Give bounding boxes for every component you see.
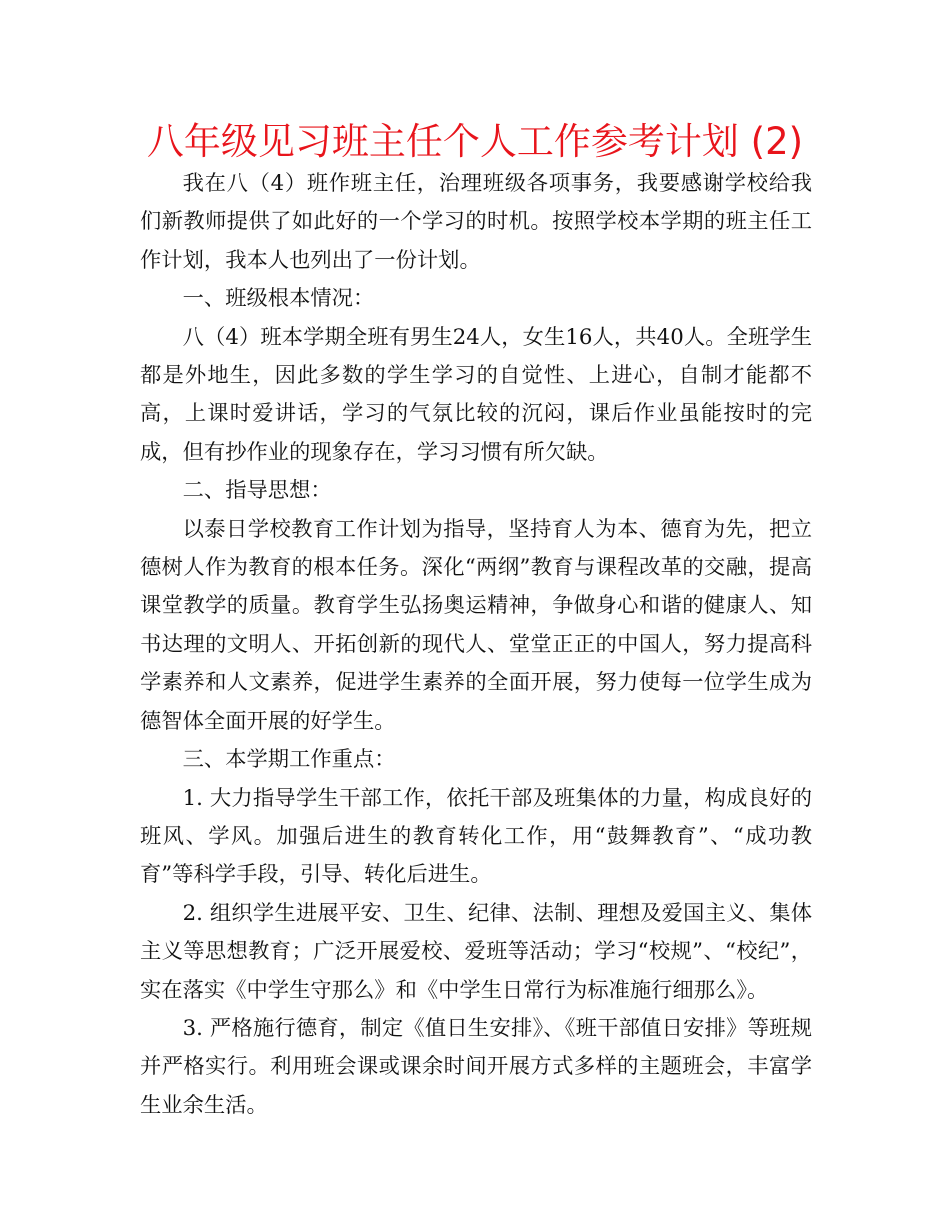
paragraph-intro: 我在八（4）班作班主任，治理班级各项事务，我要感谢学校给我们新教师提供了如此好的一个学习的时机。按照学校本学期的班主任工作计划，我本人也列出了一份计划。	[140, 171, 812, 273]
section-heading-class-situation: 一、班级根本情况：	[182, 286, 375, 312]
paragraph-focus-item-2: 2. 组织学生进展平安、卫生、纪律、法制、理想及爱国主义、集体主义等思想教育；广泛开展爱校、爱班等活动；学习“校规”、“校纪”，实在落实《中学生守那么》和《中学生日常行为标准施行细那么》。	[140, 900, 812, 1003]
document-body	[140, 165, 812, 1125]
paragraph-class-situation: 八（4）班本学期全班有男生24人，女生16人，共40人。全班学生都是外地生，因此多数的学生学习的自觉性、上进心，自制才能都不高，上课时爱讲话，学习的气氛比较的沉闷，课后作业虽能按时的完成，但有抄作业的现象存在，学习习惯有所欠缺。	[140, 324, 812, 465]
paragraph-guiding-thought: 以泰日学校教育工作计划为指导，坚持育人为本、德育为先，把立德树人作为教育的根本任务。深化“两纲”教育与课程改革的交融，提高课堂教学的质量。教育学生弘扬奥运精神，争做身心和谐的健康人、知书达理的文明人、开拓创新的现代人、堂堂正正的中国人，努力提高科学素养和人文素养，促进学生素养的全面开展，努力使每一位学生成为德智体全面开展的好学生。	[140, 516, 812, 734]
section-heading-guiding-thought: 二、指导思想：	[182, 478, 332, 504]
paragraph-focus-item-3: 3. 严格施行德育，制定《值日生安排》、《班干部值日安排》等班规并严格实行。利用班会课或课余时间开展方式多样的主题班会，丰富学生业余生活。	[140, 1015, 812, 1118]
document-title: 八年级见习班主任个人工作参考计划 (2)	[146, 120, 804, 163]
section-heading-work-focus: 三、本学期工作重点：	[182, 747, 396, 773]
paragraph-focus-item-1: 1. 大力指导学生干部工作，依托干部及班集体的力量，构成良好的班风、学风。加强后进生的教育转化工作，用“鼓舞教育”、“成功教育”等科学手段，引导、转化后进生。	[140, 785, 812, 888]
